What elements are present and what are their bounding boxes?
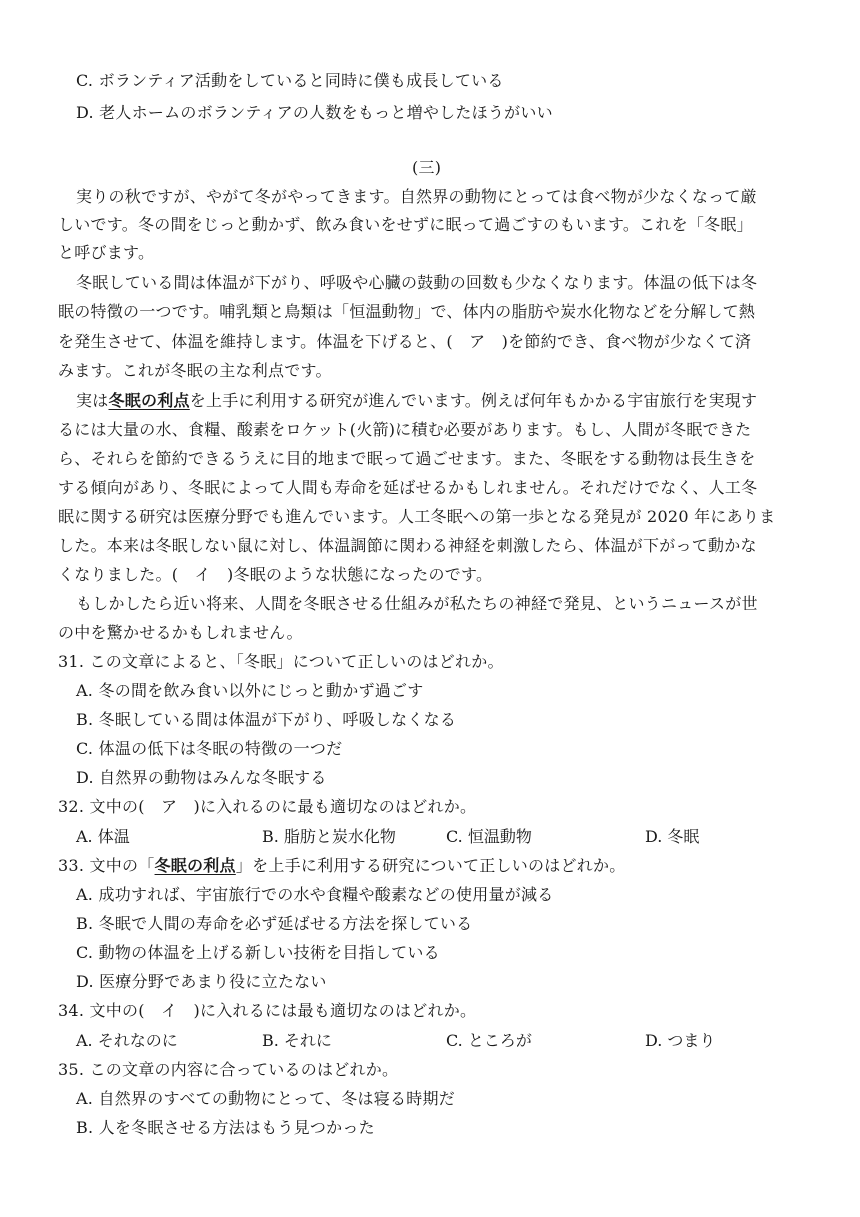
q35-option-a[interactable]: A. 自然界のすべての動物にとって、冬は寝る時期だ (76, 1089, 456, 1108)
q32-option-b[interactable]: B. 脂肪と炭水化物 (262, 827, 396, 846)
question-31-stem: 31. この文章によると、「冬眠」について正しいのはどれか。 (58, 652, 504, 671)
passage-line: と呼びます。 (58, 243, 155, 262)
passage-line: を発生させて、体温を維持します。体温を下げると、( ア )を節約でき、食べ物が少なくて済 (58, 332, 752, 351)
q32-options (0, 826, 860, 848)
passage-line: みます。これが冬眠の主な利点です。 (58, 361, 332, 380)
key-phrase-emphasis: 冬眠の利点 (154, 856, 236, 875)
q31-option-b[interactable]: B. 冬眠している間は体温が下がり、呼吸しなくなる (76, 710, 457, 729)
q33-option-b[interactable]: B. 冬眠で人間の寿命を必ず延ばせる方法を探している (76, 914, 473, 933)
q33-option-a[interactable]: A. 成功すれば、宇宙旅行での水や食糧や酸素などの使用量が減る (76, 885, 554, 904)
passage-line: るには大量の水、食糧、酸素をロケット(火箭)に積む必要があります。もし、人間が冬眠できた (58, 420, 752, 439)
stem-text: 」を上手に利用する研究について正しいのはどれか。 (235, 856, 626, 875)
q34-option-b[interactable]: B. それに (262, 1031, 332, 1050)
section-title: (三) (412, 158, 442, 177)
passage-line: しいです。冬の間をじっと動かず、飲み食いをせずに眠って過ごすのもいます。これを「冬眠」 (58, 215, 753, 234)
q32-option-a[interactable]: A. 体温 (76, 827, 130, 846)
q32-option-d[interactable]: D. 冬眠 (645, 827, 700, 846)
question-35-stem: 35. この文章の内容に合っているのはどれか。 (58, 1060, 399, 1079)
passage-line (76, 390, 757, 412)
passage-line: した。本来は冬眠しない鼠に対し、体温調節に関わる神経を刺激したら、体温が下がって動かな (58, 536, 757, 555)
question-34-stem: 34. 文中の( イ )に入れるには最も適切なのはどれか。 (58, 1001, 477, 1020)
q34-option-c[interactable]: C. ところが (446, 1031, 532, 1050)
passage-line: の中を驚かせるかもしれません。 (58, 623, 303, 642)
q34-option-d[interactable]: D. つまり (645, 1031, 716, 1050)
q34-option-a[interactable]: A. それなのに (76, 1031, 178, 1050)
q35-option-b[interactable]: B. 人を冬眠させる方法はもう見つかった (76, 1118, 375, 1137)
q31-option-a[interactable]: A. 冬の間を飲み食い以外にじっと動かず過ごす (76, 681, 424, 700)
q31-option-c[interactable]: C. 体温の低下は冬眠の特徴の一つだ (76, 739, 343, 758)
passage-line: 実りの秋ですが、やがて冬がやってきます。自然界の動物にとっては食べ物が少なくなって厳 (76, 187, 757, 206)
question-32-stem: 32. 文中の( ア )に入れるのに最も適切なのはどれか。 (58, 797, 477, 816)
passage-line: 眠の特徴の一つです。哺乳類と鳥類は「恒温動物」で、体内の脂肪や炭水化物などを分解して熱 (58, 302, 756, 321)
passage-line: する傾向があり、冬眠によって人間も寿命を延ばせるかもしれません。それだけでなく、人工冬 (58, 478, 758, 497)
question-33-stem (58, 855, 626, 877)
passage-line: 眠に関する研究は医療分野でも進んでいます。人工冬眠への第一歩となる発見が 2020 年にありま (58, 507, 776, 526)
passage-line: 冬眠している間は体温が下がり、呼吸や心臓の鼓動の回数も少なくなります。体温の低下は冬 (76, 273, 758, 292)
passage-line: もしかしたら近い将来、人間を冬眠させる仕組みが私たちの神経で発見、というニュースが世 (76, 594, 758, 613)
q32-option-c[interactable]: C. 恒温動物 (446, 827, 532, 846)
passage-line: ら、それらを節約できるうえに目的地まで眠って過ごせます。また、冬眠をする動物は長生きを (58, 449, 756, 468)
q33-option-d[interactable]: D. 医療分野であまり役に立たない (76, 972, 327, 991)
prev-option-d: D. 老人ホームのボランティアの人数をもっと増やしたほうがいい (76, 103, 553, 122)
passage-text: 実は (76, 391, 109, 410)
prev-option-c: C. ボランティア活動をしていると同時に僕も成長している (76, 71, 504, 90)
stem-text: 33. 文中の「 (58, 856, 155, 875)
passage-text: を上手に利用する研究が進んでいます。例えば何年もかかる宇宙旅行を実現す (189, 391, 758, 410)
key-phrase-emphasis: 冬眠の利点 (108, 391, 190, 410)
q31-option-d[interactable]: D. 自然界の動物はみんな冬眠する (76, 768, 327, 787)
q33-option-c[interactable]: C. 動物の体温を上げる新しい技術を目指している (76, 943, 440, 962)
q34-options (0, 1030, 860, 1052)
passage-line: くなりました。( イ )冬眠のような状態になったのです。 (58, 565, 493, 584)
